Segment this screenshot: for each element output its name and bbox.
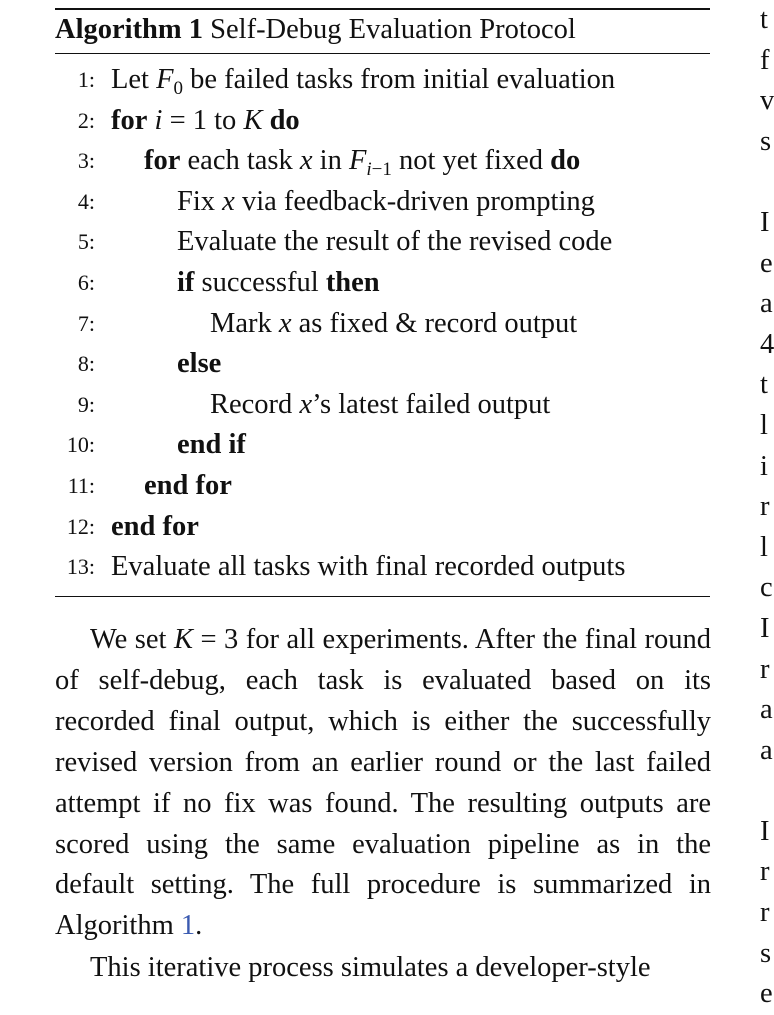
line-number: 7: bbox=[77, 310, 95, 336]
right-column-char: e bbox=[760, 247, 773, 279]
line-number: 2: bbox=[77, 107, 95, 133]
line-number: 13: bbox=[66, 554, 95, 580]
line-text: else bbox=[177, 348, 222, 380]
right-column-char: f bbox=[760, 44, 770, 76]
line-text: end for bbox=[111, 510, 199, 542]
next-paragraph-start: This iterative process simulates a developer-style bbox=[90, 952, 651, 983]
right-column-char: l bbox=[760, 531, 768, 563]
body-paragraph bbox=[55, 620, 711, 947]
algorithm-title: Self-Debug Evaluation Protocol bbox=[210, 14, 576, 45]
line-number: 11: bbox=[67, 472, 95, 498]
right-column-char: i bbox=[760, 450, 768, 482]
right-column-char bbox=[760, 162, 769, 203]
line-number: 3: bbox=[77, 148, 95, 174]
right-column-char: r bbox=[760, 897, 770, 929]
right-column-char: r bbox=[760, 491, 770, 523]
right-column-char: r bbox=[760, 653, 770, 685]
right-column-char: a bbox=[760, 734, 773, 766]
right-column-char bbox=[760, 771, 769, 812]
paragraph-text: We set K = 3 for all experiments. After the final round of self-debug, each task is evaluated based on its recorded final output, which is either the successfully revised version from an earlier round or the last failed attempt if no fix was found. The resulting outputs are scored using the same evaluation pipeline as in the default setting. The full procedure is summarized in Algorithm 1. bbox=[55, 624, 711, 942]
line-text: for i = 1 to K do bbox=[111, 104, 300, 136]
line-text: Fix x via feedback-driven prompting bbox=[177, 185, 595, 217]
line-text: Record x’s latest failed output bbox=[210, 388, 551, 420]
algorithm-line bbox=[55, 141, 710, 182]
line-text: Evaluate all tasks with final recorded outputs bbox=[111, 551, 626, 583]
algorithm-line bbox=[55, 222, 710, 263]
algorithm-caption bbox=[55, 10, 710, 54]
algorithm-line bbox=[55, 263, 710, 304]
right-column-char: c bbox=[760, 572, 773, 604]
line-text: end for bbox=[144, 469, 232, 501]
algorithm-line bbox=[55, 385, 710, 426]
line-number: 1: bbox=[77, 67, 95, 92]
algorithm-line bbox=[55, 507, 710, 548]
line-text: if successful then bbox=[177, 266, 380, 298]
line-number: 9: bbox=[77, 391, 95, 417]
right-column-char: I bbox=[760, 612, 770, 644]
line-text: Evaluate the result of the revised code bbox=[177, 226, 613, 258]
right-column-char: 4 bbox=[760, 328, 774, 360]
right-column-char: t bbox=[760, 369, 768, 401]
line-number: 4: bbox=[77, 188, 95, 214]
algorithm-line bbox=[55, 425, 710, 466]
line-number: 6: bbox=[77, 269, 95, 295]
algorithm-line bbox=[55, 547, 710, 588]
right-column-char: I bbox=[760, 206, 770, 238]
right-column-char: r bbox=[760, 856, 770, 888]
right-column-char: v bbox=[760, 85, 774, 117]
right-column-char: s bbox=[760, 125, 772, 157]
line-number: 10: bbox=[66, 432, 95, 458]
algorithm-line bbox=[55, 466, 710, 507]
line-text: end if bbox=[177, 429, 246, 461]
right-column-char: e bbox=[760, 978, 773, 1010]
right-column-char: a bbox=[760, 694, 773, 726]
line-number: 5: bbox=[77, 229, 95, 255]
algorithm-line bbox=[55, 60, 710, 101]
line-number: 8: bbox=[77, 351, 95, 377]
right-column-char: a bbox=[760, 288, 773, 320]
algorithm-block bbox=[55, 8, 710, 588]
right-column-char: l bbox=[760, 409, 768, 441]
line-number: 12: bbox=[66, 513, 95, 539]
right-column-char: s bbox=[760, 937, 772, 969]
line-text: for each task x in $F_{i-1}$ not yet fixed do bbox=[144, 145, 581, 181]
line-text: Let $F_0$ be failed tasks from initial evaluation bbox=[111, 64, 616, 99]
right-column-char: t bbox=[760, 4, 768, 35]
algorithm-lines bbox=[55, 54, 710, 588]
algorithm-line bbox=[55, 182, 710, 223]
algorithm-line bbox=[55, 304, 710, 345]
algorithm-bottom-rule bbox=[55, 596, 710, 597]
line-text: Mark x as fixed & record output bbox=[210, 307, 578, 339]
right-column-fragment bbox=[760, 0, 774, 1010]
algorithm-line bbox=[55, 101, 710, 142]
right-column-char: I bbox=[760, 815, 770, 847]
algorithm-label: Algorithm 1 bbox=[55, 14, 204, 45]
algorithm-line bbox=[55, 344, 710, 385]
algorithm-reference-link[interactable]: 1 bbox=[180, 910, 196, 942]
